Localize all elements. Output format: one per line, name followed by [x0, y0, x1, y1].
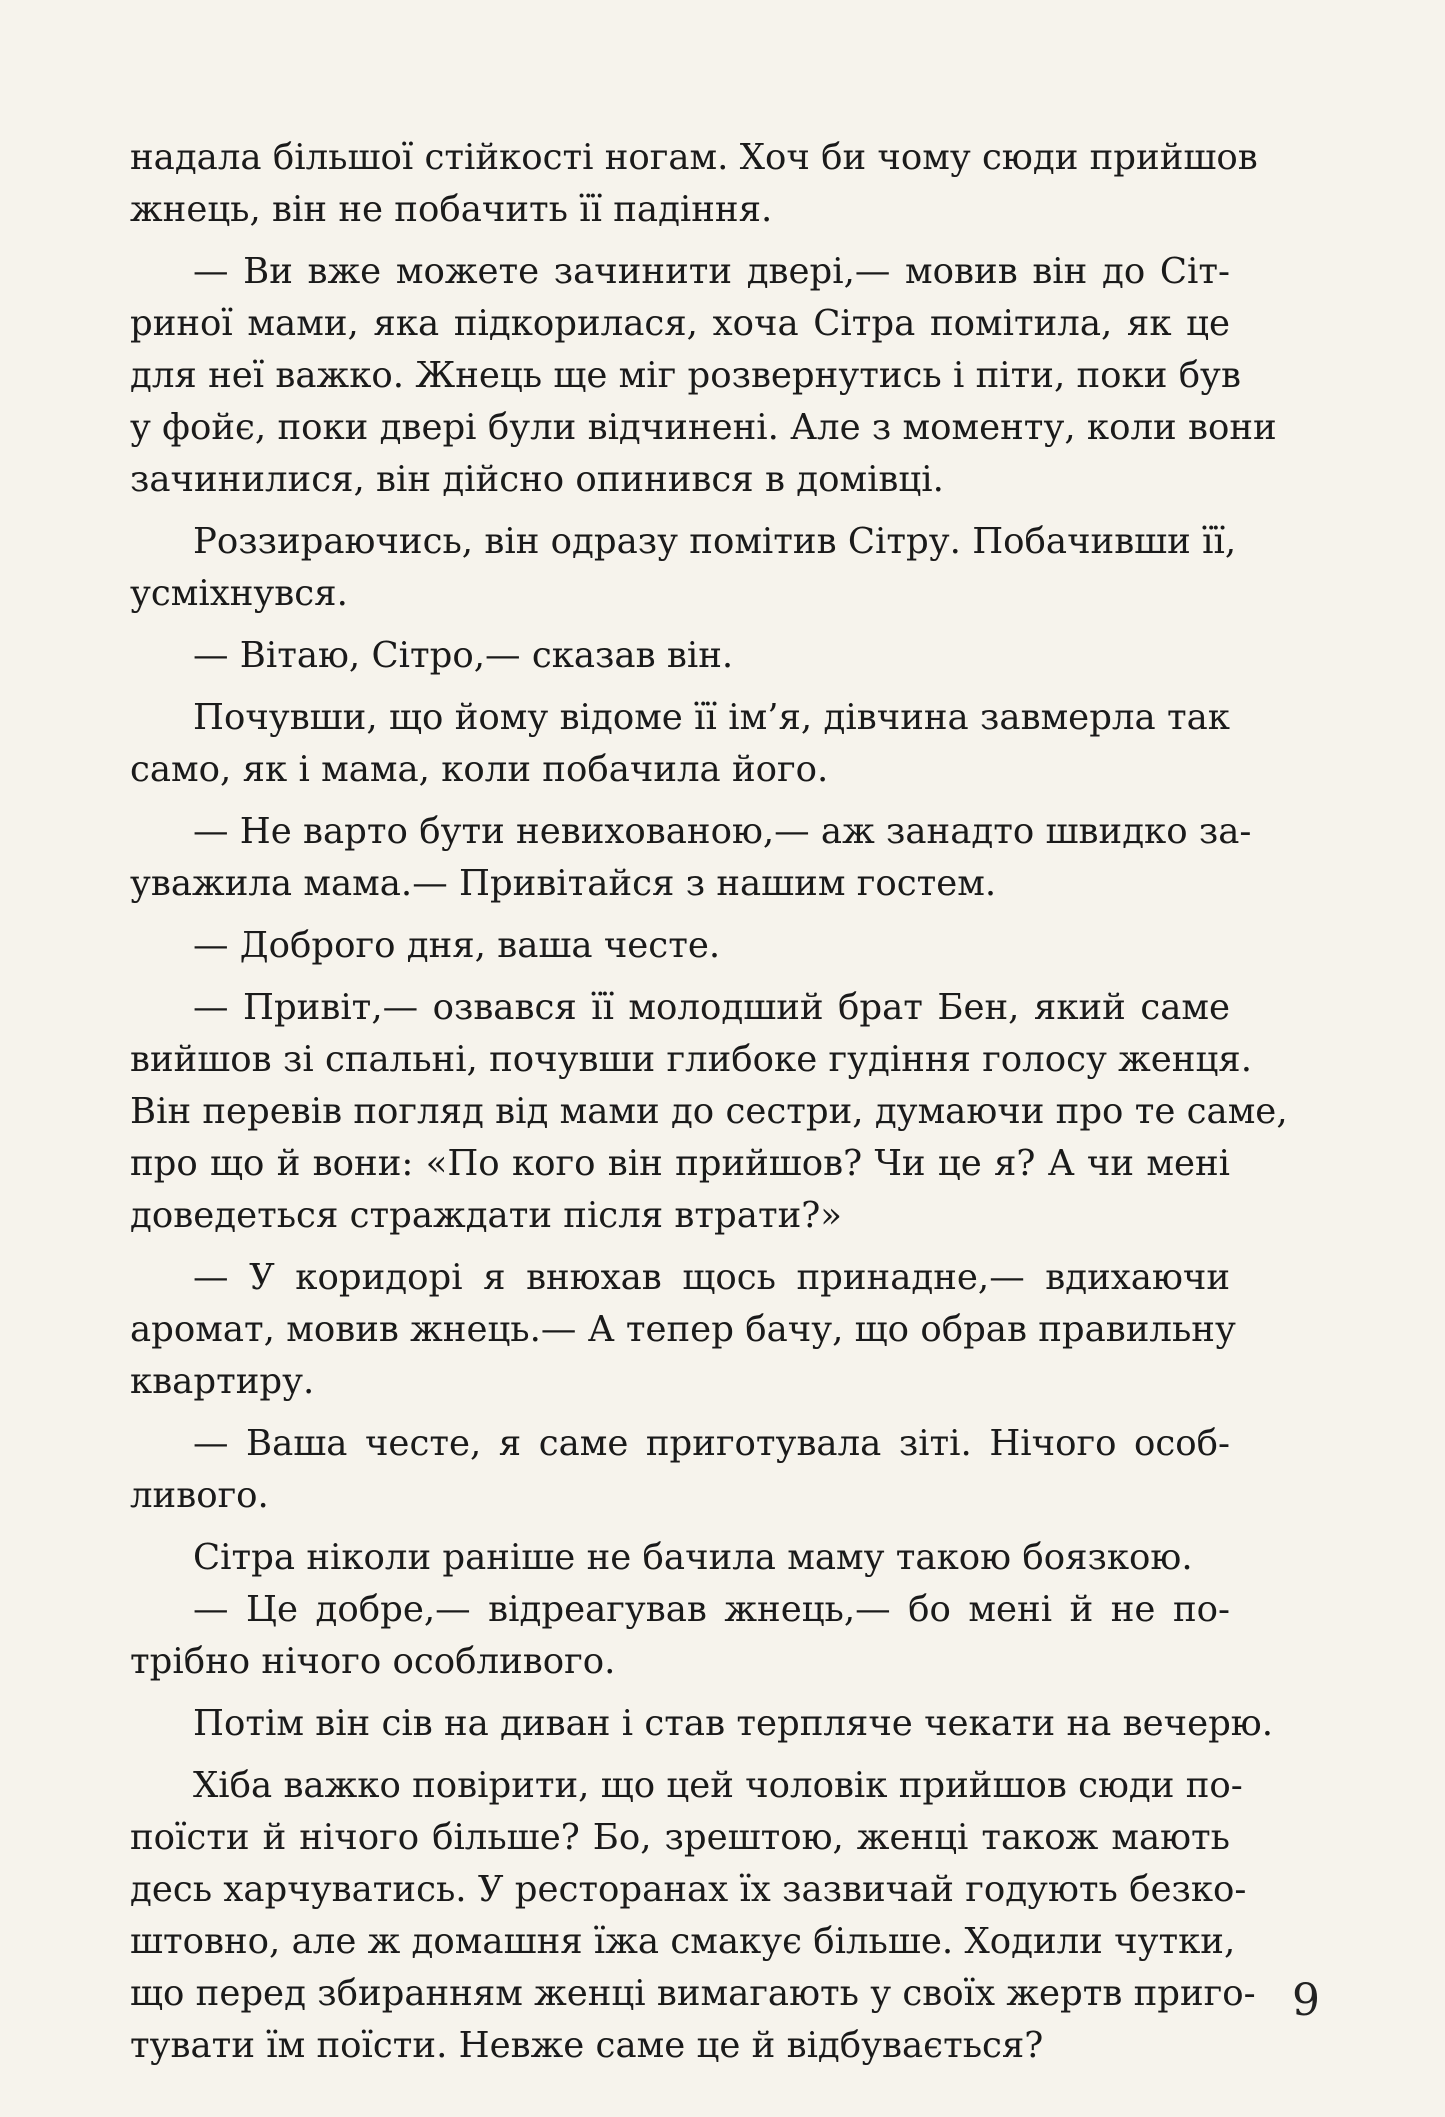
text-line: вийшов зі спальні, почувши глибоке гудіння голосу женця.	[130, 1039, 1252, 1080]
text-line: тувати їм поїсти. Невже саме це й відбувається?	[130, 2025, 1044, 2066]
text-line: Потім він сів на диван і став терпляче чекати на вечерю.	[193, 1703, 1273, 1744]
text-line: — Доброго дня, ваша честе.	[193, 925, 721, 966]
text-line: — Ваша честе, я саме приготувала зіті. Нічого особ-	[193, 1423, 1230, 1464]
text-line: у фойє, поки двері були відчинені. Але з моменту, коли вони	[130, 407, 1277, 448]
text-line: доведеться страждати після втрати?»	[130, 1195, 842, 1236]
text-line: що перед збиранням женці вимагають у своїх жертв приго-	[130, 1973, 1256, 2014]
text-line: квартиру.	[130, 1361, 315, 1402]
text-line: — Не варто бути невихованою,— аж занадто швидко за-	[193, 811, 1252, 852]
page-number: 9	[1292, 1975, 1320, 2026]
text-line: штовно, але ж домашня їжа смакує більше. Ходили чутки,	[130, 1921, 1236, 1962]
text-line: жнець, він не побачить її падіння.	[130, 189, 773, 230]
text-line: Роззираючись, він одразу помітив Сітру. Побачивши її,	[193, 521, 1237, 562]
text-line: — Це добре,— відреагував жнець,— бо мені й не по-	[193, 1589, 1230, 1630]
text-line: для неї важко. Жнець ще міг розвернутись і піти, поки був	[130, 355, 1241, 396]
text-line: трібно нічого особливого.	[130, 1641, 616, 1682]
text-line: Сітра ніколи раніше не бачила маму такою боязкою.	[193, 1537, 1193, 1578]
text-line: аромат, мовив жнець.— А тепер бачу, що обрав правильну	[130, 1309, 1236, 1350]
text-line: — У коридорі я внюхав щось принадне,— вдихаючи	[193, 1257, 1230, 1298]
text-line: надала більшої стійкості ногам. Хоч би чому сюди прийшов	[130, 137, 1258, 178]
text-line: — Ви вже можете зачинити двері,— мовив він до Сіт-	[193, 251, 1230, 292]
text-line: уважила мама.— Привітайся з нашим гостем.	[130, 863, 997, 904]
text-line: — Вітаю, Сітро,— сказав він.	[193, 635, 734, 676]
text-line: усміхнувся.	[130, 573, 348, 614]
text-line: поїсти й нічого більше? Бо, зрештою, женці також мають	[130, 1817, 1230, 1858]
text-line: риної мами, яка підкорилася, хоча Сітра помітила, як це	[130, 303, 1230, 344]
text-line: десь харчуватись. У ресторанах їх зазвичай годують безко-	[130, 1869, 1247, 1910]
text-line: зачинилися, він дійсно опинився в домівці.	[130, 459, 944, 500]
text-line: про що й вони: «По кого він прийшов? Чи це я? А чи мені	[130, 1143, 1230, 1184]
text-line: Почувши, що йому відоме її ім’я, дівчина завмерла так	[193, 697, 1230, 738]
text-line: — Привіт,— озвався її молодший брат Бен, який саме	[193, 987, 1230, 1028]
text-line: само, як і мама, коли побачила його.	[130, 749, 829, 790]
text-line: ливого.	[130, 1475, 269, 1516]
body-text	[130, 132, 1288, 2072]
text-line: Він перевів погляд від мами до сестри, думаючи про те саме,	[130, 1091, 1288, 1132]
text-line: Хіба важко повірити, що цей чоловік прийшов сюди по-	[193, 1765, 1243, 1806]
